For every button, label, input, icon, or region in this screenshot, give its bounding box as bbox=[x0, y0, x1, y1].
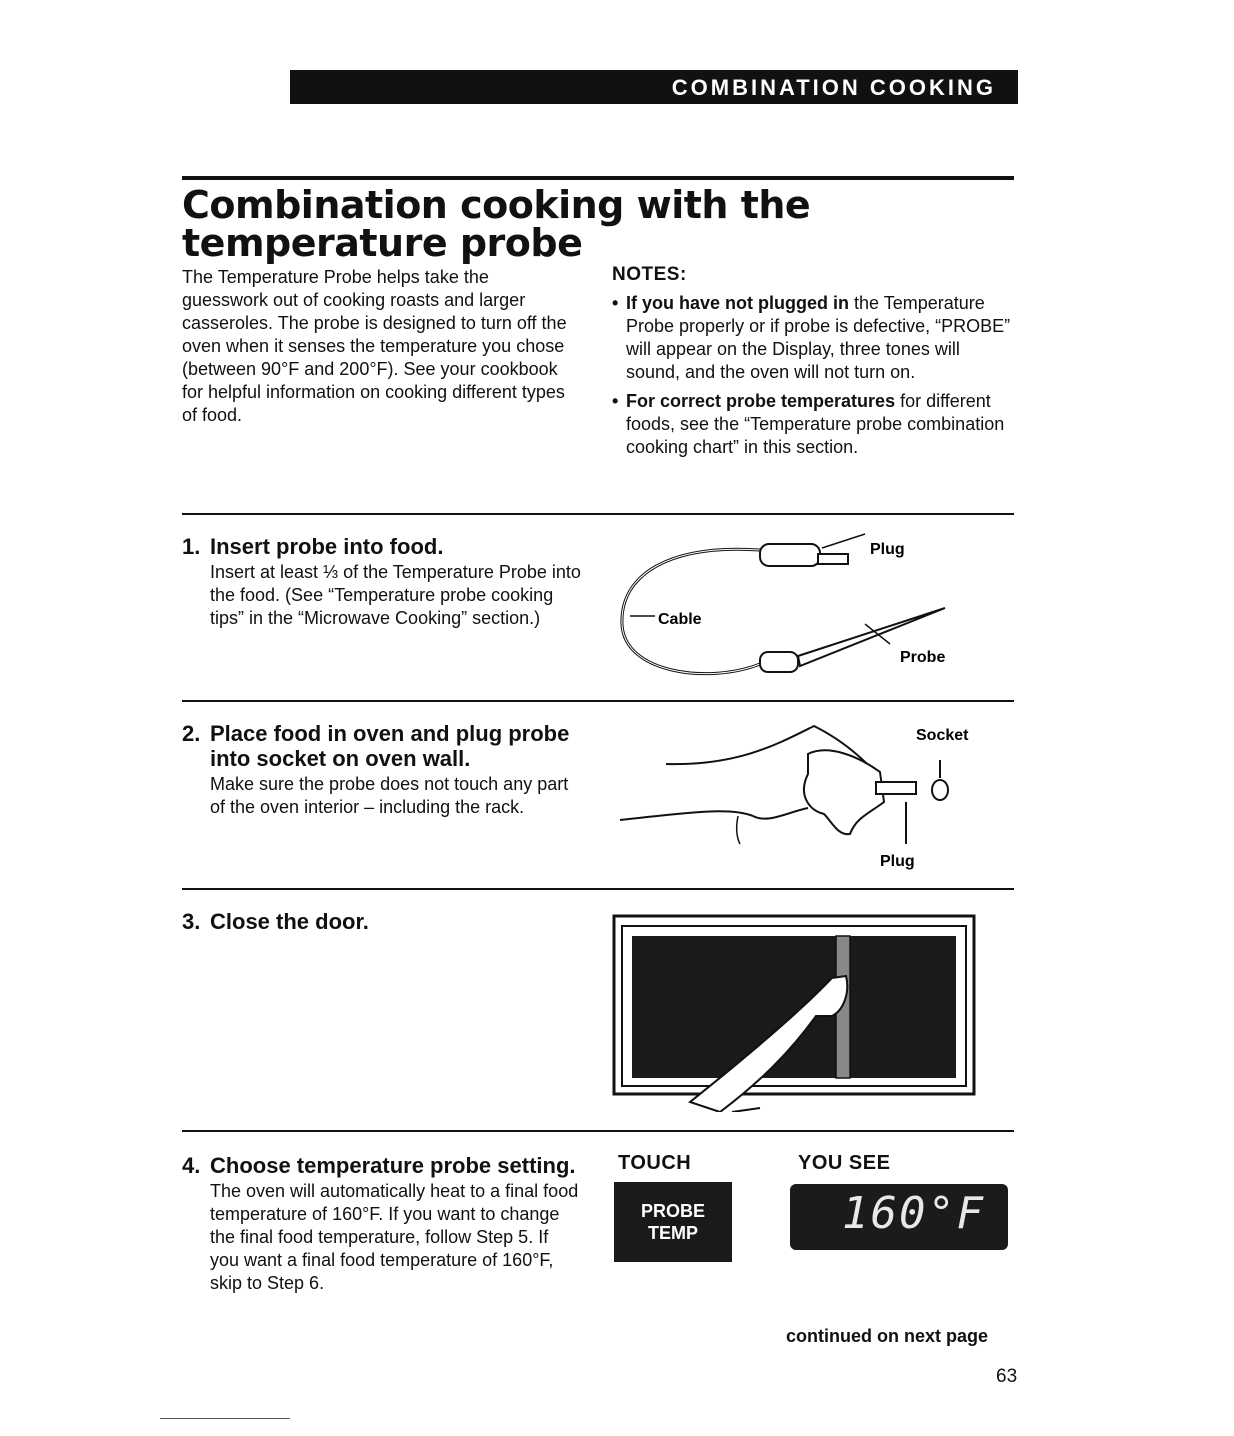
plug-tip bbox=[818, 554, 848, 564]
note-text: for different foods, see the “Temperature probe combination cooking chart” in this section. bbox=[626, 391, 1005, 457]
socket-illustration bbox=[618, 714, 998, 884]
plug-body bbox=[876, 782, 916, 794]
step-number: 2. bbox=[182, 721, 201, 746]
page-title: Combination cooking with the temperature probe bbox=[182, 183, 811, 265]
fig1-probe-label: Probe bbox=[900, 649, 946, 666]
fig2-plug-label: Plug bbox=[880, 853, 915, 870]
touch-heading: TOUCH bbox=[618, 1152, 692, 1174]
step-title-text: Insert probe into food. bbox=[210, 534, 444, 559]
bullet-icon: • bbox=[612, 391, 619, 411]
step-title bbox=[182, 721, 582, 771]
fig1-cable-label: Cable bbox=[658, 611, 702, 628]
probe-handle bbox=[760, 652, 798, 672]
display-value: 160 bbox=[842, 1188, 928, 1239]
step-1 bbox=[182, 534, 582, 630]
step-title bbox=[182, 534, 582, 559]
step-title-text: Place food in oven and plug probe into socket on oven wall. bbox=[210, 721, 570, 771]
note-item bbox=[612, 292, 1012, 384]
key-label-line1: PROBE bbox=[640, 1201, 705, 1221]
display-unit: °F bbox=[928, 1188, 985, 1239]
hand-shape bbox=[804, 750, 884, 834]
step-title bbox=[182, 909, 582, 934]
step-4 bbox=[182, 1153, 582, 1295]
page-number: 63 bbox=[996, 1366, 1018, 1387]
step-title-text: Close the door. bbox=[210, 909, 369, 934]
step-number: 4. bbox=[182, 1153, 201, 1178]
oven-door-illustration bbox=[610, 912, 980, 1112]
section-banner: COMBINATION COOKING bbox=[290, 70, 1018, 104]
key-label-line2: TEMP bbox=[647, 1223, 698, 1243]
fig2-socket-label: Socket bbox=[916, 727, 969, 744]
probe-temp-key[interactable] bbox=[614, 1182, 732, 1262]
probe-illustration bbox=[610, 524, 990, 694]
step-number: 1. bbox=[182, 534, 201, 559]
step-text: Make sure the probe does not touch any part of the oven interior – including the rack. bbox=[210, 774, 569, 817]
title-rule bbox=[182, 176, 1014, 180]
note-bold: For correct probe temperatures bbox=[626, 391, 896, 411]
note-bold: If you have not plugged in bbox=[626, 293, 849, 313]
oven-display bbox=[790, 1184, 1008, 1250]
step-2 bbox=[182, 721, 582, 819]
control-panel bbox=[850, 936, 956, 1078]
step-title-text: Choose temperature probe setting. bbox=[210, 1153, 576, 1178]
bullet-icon: • bbox=[612, 293, 619, 313]
plug-handle bbox=[760, 544, 820, 566]
you-see-heading: YOU SEE bbox=[798, 1152, 891, 1174]
step-text: Insert at least ⅓ of the Temperature Probe into the food. (See “Temperature probe cooking tips” in the “Microwave Cooking” section.) bbox=[210, 562, 581, 628]
note-text: the Temperature Probe properly or if probe is defective, “PROBE” will appear on the Display, three tones will sound, and the oven will not turn on. bbox=[626, 293, 1011, 382]
step-title bbox=[182, 1153, 582, 1178]
divider bbox=[182, 513, 1014, 515]
socket-shape bbox=[932, 780, 948, 800]
intro-paragraph: The Temperature Probe helps take the guesswork out of cooking roasts and larger casseroles. The probe is designed to turn off the oven when it senses the temperature you chose (between 90°F and 200°F). See your cookbook for helpful information on cooking different types of food. bbox=[182, 267, 567, 425]
continued-note: continued on next page bbox=[786, 1326, 989, 1346]
note-item bbox=[612, 390, 1012, 459]
bottom-mark bbox=[160, 1418, 290, 1419]
step-3 bbox=[182, 909, 582, 934]
divider bbox=[182, 1130, 1014, 1132]
divider bbox=[182, 700, 1014, 702]
fig1-plug-label: Plug bbox=[870, 541, 905, 558]
notes-block bbox=[612, 264, 1012, 459]
step-number: 3. bbox=[182, 909, 201, 934]
divider bbox=[182, 888, 1014, 890]
step-text: The oven will automatically heat to a final food temperature of 160°F. If you want to change the final food temperature, follow Step 5. If you want a final food temperature of 160°F, skip to Step 6. bbox=[210, 1181, 579, 1293]
notes-heading: NOTES: bbox=[612, 264, 687, 285]
